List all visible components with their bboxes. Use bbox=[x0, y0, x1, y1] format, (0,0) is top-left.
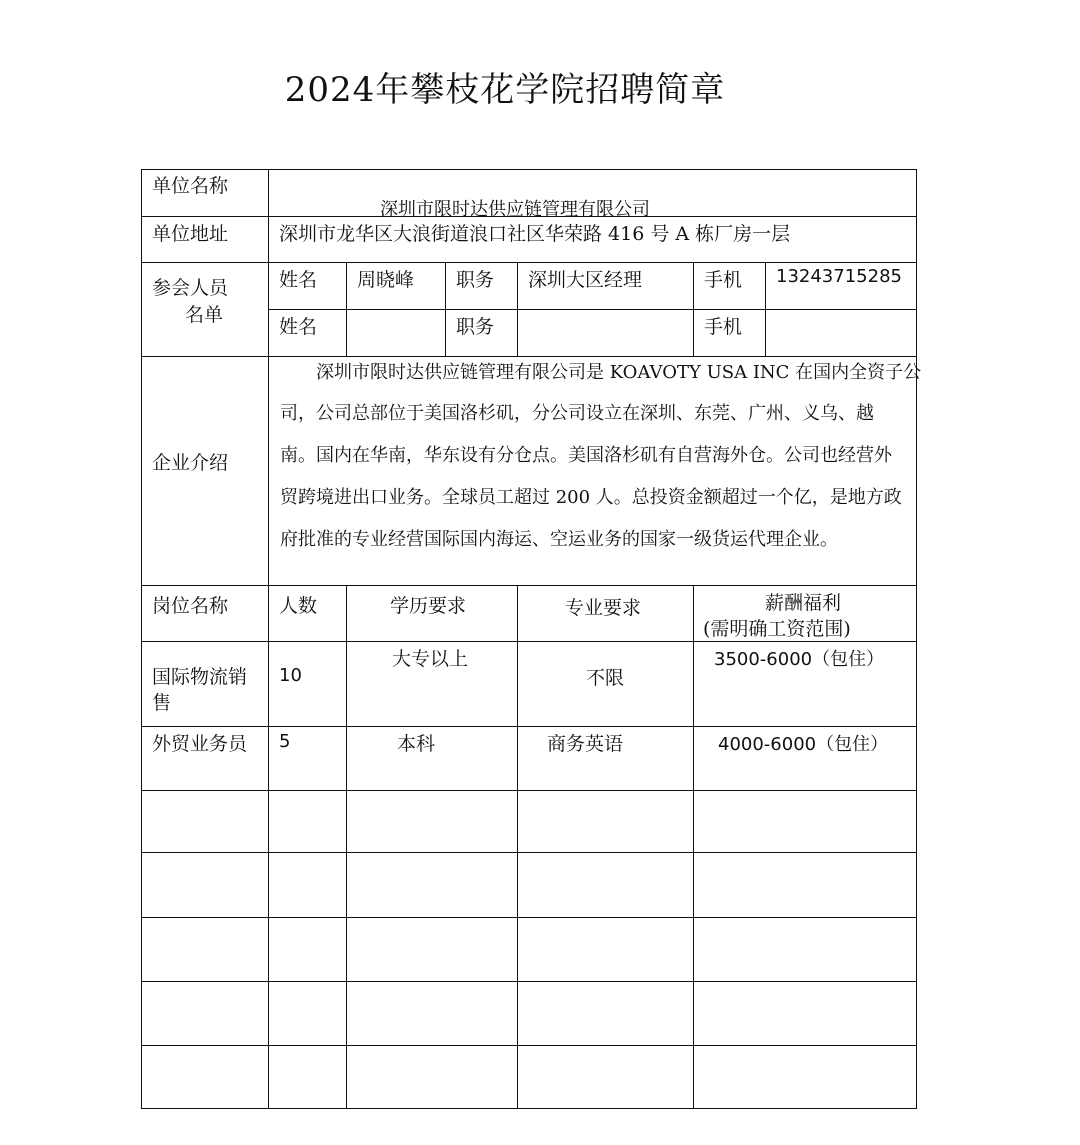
page-title: 2024年攀枝花学院招聘简章 bbox=[284, 70, 726, 110]
job-2-position-1: 外贸业务员 bbox=[152, 733, 248, 755]
intro-label: 企业介绍 bbox=[152, 452, 229, 474]
attendee-1-position-label: 职务 bbox=[456, 269, 495, 291]
job-2-count: 5 bbox=[279, 731, 291, 752]
unit-address-label: 单位地址 bbox=[152, 223, 229, 245]
job-1-position-2: 售 bbox=[152, 692, 172, 714]
jobs-header-major: 专业要求 bbox=[565, 597, 642, 619]
attendee-1-name-label: 姓名 bbox=[279, 269, 318, 291]
jobs-header-position: 岗位名称 bbox=[152, 595, 229, 617]
job-1-count: 10 bbox=[279, 665, 302, 686]
job-1-education: 大专以上 bbox=[392, 648, 469, 670]
unit-address-value: 深圳市龙华区大浪街道浪口社区华荣路 416 号 A 栋厂房一层 bbox=[279, 223, 791, 245]
job-1-salary: 3500-6000（包住） bbox=[714, 649, 885, 670]
job-2-education: 本科 bbox=[397, 733, 436, 755]
attendees-label-2: 名单 bbox=[185, 304, 224, 326]
attendee-1-name: 周晓峰 bbox=[357, 269, 415, 291]
attendee-2-position-label: 职务 bbox=[456, 316, 495, 338]
jobs-header-salary-1: 薪酬福利 bbox=[765, 592, 842, 614]
job-2-salary: 4000-6000（包住） bbox=[718, 734, 889, 755]
jobs-header-education: 学历要求 bbox=[390, 595, 467, 617]
attendee-2-name-label: 姓名 bbox=[279, 316, 318, 338]
job-2-major: 商务英语 bbox=[547, 733, 624, 755]
intro-line: 司，公司总部位于美国洛杉矶，分公司设立在深圳、东莞、广州、义乌、越 bbox=[280, 403, 874, 424]
attendee-1-position: 深圳大区经理 bbox=[528, 269, 643, 291]
job-1-position-1: 国际物流销 bbox=[152, 666, 248, 688]
attendee-2-phone-label: 手机 bbox=[704, 316, 743, 338]
attendee-1-phone: 13243715285 bbox=[776, 266, 902, 287]
unit-name-label: 单位名称 bbox=[152, 175, 229, 197]
attendees-label-1: 参会人员 bbox=[152, 277, 229, 299]
jobs-header-salary-2: (需明确工资范围) bbox=[703, 618, 851, 640]
intro-line: 府批准的专业经营国际国内海运、空运业务的国家一级货运代理企业。 bbox=[280, 529, 838, 550]
intro-line: 深圳市限时达供应链管理有限公司是 KOAVOTY USA INC 在国内全资子公 bbox=[316, 362, 922, 383]
job-1-major: 不限 bbox=[586, 667, 625, 689]
intro-line: 贸跨境进出口业务。全球员工超过 200 人。总投资金额超过一个亿，是地方政 bbox=[280, 487, 902, 508]
intro-line: 南。国内在华南，华东设有分仓点。美国洛杉矶有自营海外仓。公司也经营外 bbox=[280, 445, 892, 466]
unit-name-value: 深圳市限时达供应链管理有限公司 bbox=[380, 199, 650, 220]
attendee-1-phone-label: 手机 bbox=[704, 269, 743, 291]
jobs-header-count: 人数 bbox=[279, 595, 318, 617]
